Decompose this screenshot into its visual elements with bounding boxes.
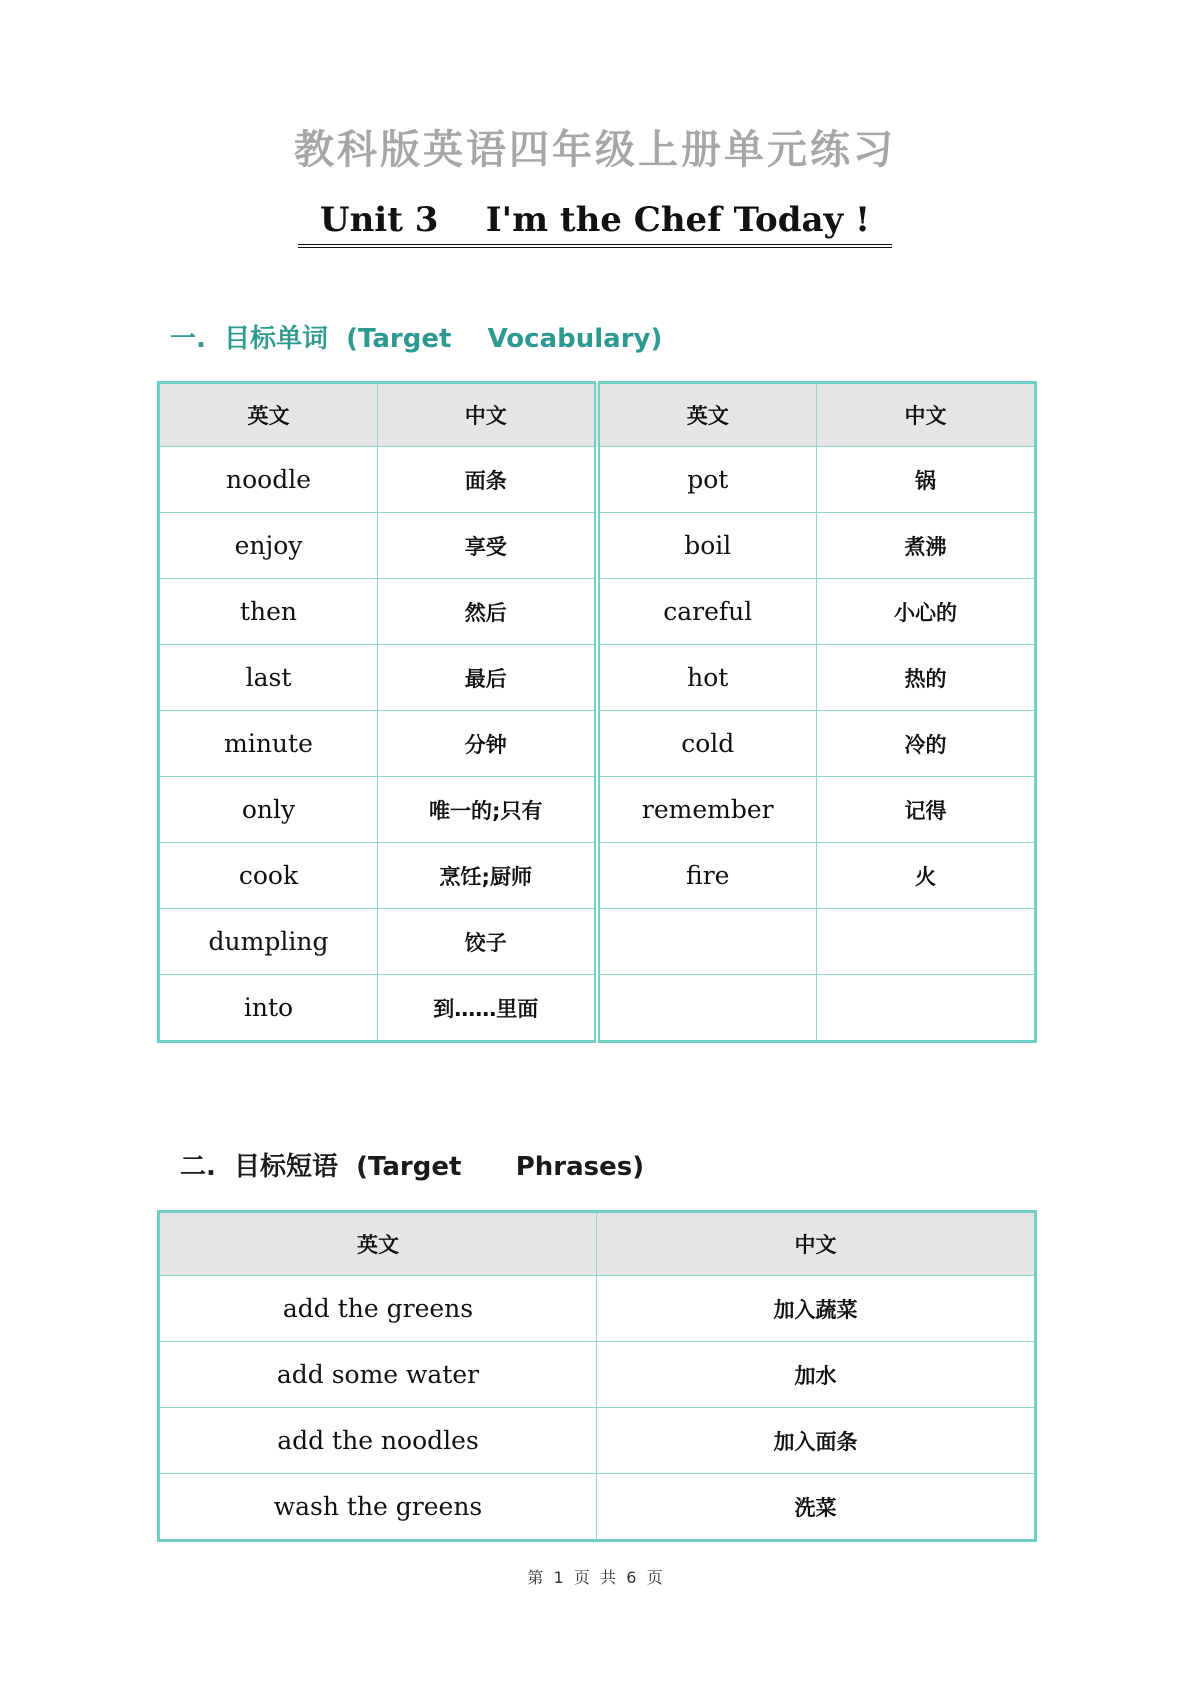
- table-row: [159, 777, 1036, 843]
- page-number-footer: 第 1 页 共 6 页: [527, 1568, 663, 1587]
- chinese-meaning-cell: 火: [817, 843, 1036, 909]
- english-word-cell: cold: [597, 711, 817, 777]
- phrases-table: [157, 1210, 1037, 1542]
- column-header-chinese: 中文: [378, 383, 597, 447]
- chinese-meaning-cell: 冷的: [817, 711, 1036, 777]
- chinese-meaning-cell: 加入面条: [597, 1408, 1036, 1474]
- chinese-meaning-cell: [817, 975, 1036, 1042]
- chinese-meaning-cell: 分钟: [378, 711, 597, 777]
- english-word-cell: pot: [597, 447, 817, 513]
- chinese-meaning-cell: 最后: [378, 645, 597, 711]
- english-word-cell: [597, 975, 817, 1042]
- english-phrase-cell: add the noodles: [159, 1408, 597, 1474]
- table-row: [159, 579, 1036, 645]
- table-header-row: [159, 1212, 1036, 1276]
- table-row: [159, 1474, 1036, 1541]
- chinese-meaning-cell: [817, 909, 1036, 975]
- english-word-cell: fire: [597, 843, 817, 909]
- table-row: [159, 513, 1036, 579]
- chinese-meaning-cell: 加入蔬菜: [597, 1276, 1036, 1342]
- chinese-meaning-cell: 享受: [378, 513, 597, 579]
- column-header-english: 英文: [159, 1212, 597, 1276]
- section-heading-phrases: 二. 目标短语 (Target Phrases): [180, 1152, 645, 1182]
- section-heading-vocabulary: 一. 目标单词 (Target Vocabulary): [170, 324, 663, 354]
- table-row: [159, 1342, 1036, 1408]
- chinese-meaning-cell: 烹饪;厨师: [378, 843, 597, 909]
- chinese-meaning-cell: 热的: [817, 645, 1036, 711]
- chinese-meaning-cell: 面条: [378, 447, 597, 513]
- chinese-meaning-cell: 小心的: [817, 579, 1036, 645]
- table-row: [159, 711, 1036, 777]
- english-word-cell: then: [159, 579, 378, 645]
- table-row: [159, 645, 1036, 711]
- english-word-cell: minute: [159, 711, 378, 777]
- english-word-cell: noodle: [159, 447, 378, 513]
- chinese-meaning-cell: 洗菜: [597, 1474, 1036, 1541]
- english-word-cell: careful: [597, 579, 817, 645]
- unit-title-wrapper: [0, 200, 1190, 248]
- column-header-chinese: 中文: [597, 1212, 1036, 1276]
- table-row: [159, 447, 1036, 513]
- chinese-meaning-cell: 到……里面: [378, 975, 597, 1042]
- column-header-english: 英文: [597, 383, 817, 447]
- column-header-english: 英文: [159, 383, 378, 447]
- english-word-cell: dumpling: [159, 909, 378, 975]
- english-word-cell: remember: [597, 777, 817, 843]
- english-phrase-cell: add the greens: [159, 1276, 597, 1342]
- english-phrase-cell: wash the greens: [159, 1474, 597, 1541]
- english-word-cell: into: [159, 975, 378, 1042]
- table-row: [159, 1408, 1036, 1474]
- table-row: [159, 1276, 1036, 1342]
- table-row: [159, 843, 1036, 909]
- english-word-cell: cook: [159, 843, 378, 909]
- chinese-meaning-cell: 加水: [597, 1342, 1036, 1408]
- table-row: [159, 909, 1036, 975]
- table-header-row: [159, 383, 1036, 447]
- english-word-cell: enjoy: [159, 513, 378, 579]
- chinese-meaning-cell: 饺子: [378, 909, 597, 975]
- english-phrase-cell: add some water: [159, 1342, 597, 1408]
- chinese-meaning-cell: 煮沸: [817, 513, 1036, 579]
- vocabulary-table: [157, 381, 1037, 1043]
- chinese-meaning-cell: 然后: [378, 579, 597, 645]
- unit-title: Unit 3 I'm the Chef Today !: [298, 200, 892, 248]
- english-word-cell: only: [159, 777, 378, 843]
- column-header-chinese: 中文: [817, 383, 1036, 447]
- chinese-meaning-cell: 唯一的;只有: [378, 777, 597, 843]
- english-word-cell: hot: [597, 645, 817, 711]
- document-title: 教科版英语四年级上册单元练习: [294, 126, 896, 173]
- english-word-cell: [597, 909, 817, 975]
- chinese-meaning-cell: 记得: [817, 777, 1036, 843]
- english-word-cell: boil: [597, 513, 817, 579]
- table-row: [159, 975, 1036, 1042]
- english-word-cell: last: [159, 645, 378, 711]
- chinese-meaning-cell: 锅: [817, 447, 1036, 513]
